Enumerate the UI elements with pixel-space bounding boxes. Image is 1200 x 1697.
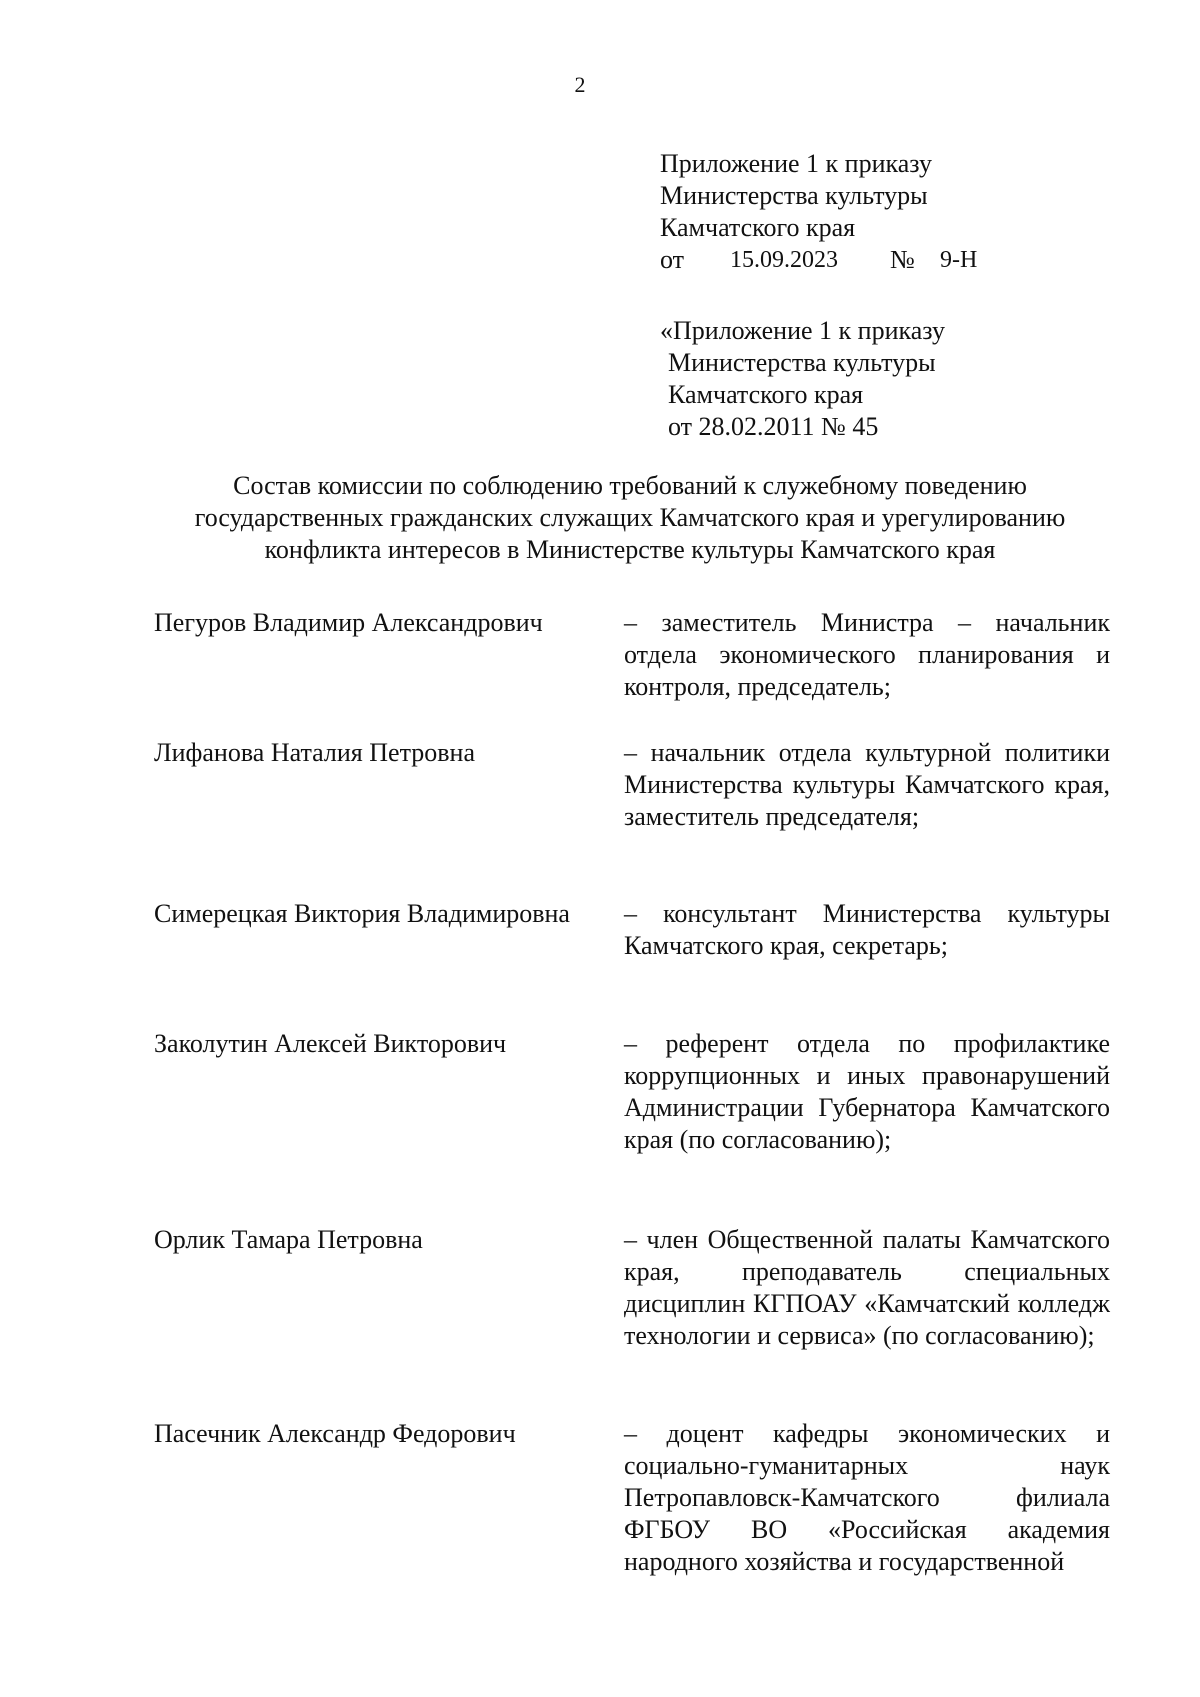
member-role: – начальник отдела культурной политики Министерства культуры Камчатского края, заместитель председателя;	[624, 738, 1110, 831]
appendix-header-new	[660, 148, 977, 276]
appendix-old-line: Министерства культуры	[668, 348, 936, 377]
order-from-label: от	[660, 245, 685, 274]
document-title: Состав комиссии по соблюдению требований к служебному поведению государственных гражданских служащих Камчатского края и урегулированию конфликта интересов в Министерстве культуры Камчатского края	[194, 471, 1066, 564]
member-role: – член Общественной палаты Камчатского края, преподаватель специальных дисциплин КГПОАУ «Камчатский колледж технологии и сервиса» (по согласованию);	[624, 1225, 1110, 1350]
order-number-label: №	[890, 245, 915, 274]
order-reference-row	[660, 244, 977, 276]
page-number: 2	[574, 72, 586, 97]
member-name: Пасечник Александр Федорович	[154, 1419, 516, 1448]
member-name: Пегуров Владимир Александрович	[154, 608, 543, 637]
member-name: Симерецкая Виктория Владимировна	[154, 899, 570, 928]
member-name: Заколутин Алексей Викторович	[154, 1029, 507, 1058]
member-name: Лифанова Наталия Петровна	[154, 738, 475, 767]
member-role: – консультант Министерства культуры Камчатского края, секретарь;	[624, 899, 1110, 960]
order-date: 15.09.2023	[730, 247, 838, 273]
appendix-header-old	[660, 315, 945, 443]
appendix-old-line: Камчатского края	[668, 380, 864, 409]
appendix-new-line: Приложение 1 к приказу	[660, 149, 933, 178]
appendix-old-line: «Приложение 1 к приказу	[660, 316, 946, 345]
member-role: – заместитель Министра – начальник отдела экономического планирования и контроля, председатель;	[624, 608, 1110, 701]
member-name: Орлик Тамара Петровна	[154, 1225, 423, 1254]
member-role: – референт отдела по профилактике коррупционных и иных правонарушений Администрации Губернатора Камчатского края (по согласованию);	[624, 1029, 1110, 1154]
order-number: 9-Н	[940, 247, 978, 273]
appendix-new-line: Камчатского края	[660, 213, 856, 242]
member-role: – доцент кафедры экономических и социально-гуманитарных наук Петропавловск-Камчатского филиала ФГБОУ ВО «Российская академия народного хозяйства и государственной	[624, 1419, 1110, 1576]
appendix-new-line: Министерства культуры	[660, 181, 928, 210]
appendix-old-line: от 28.02.2011 № 45	[668, 412, 879, 441]
